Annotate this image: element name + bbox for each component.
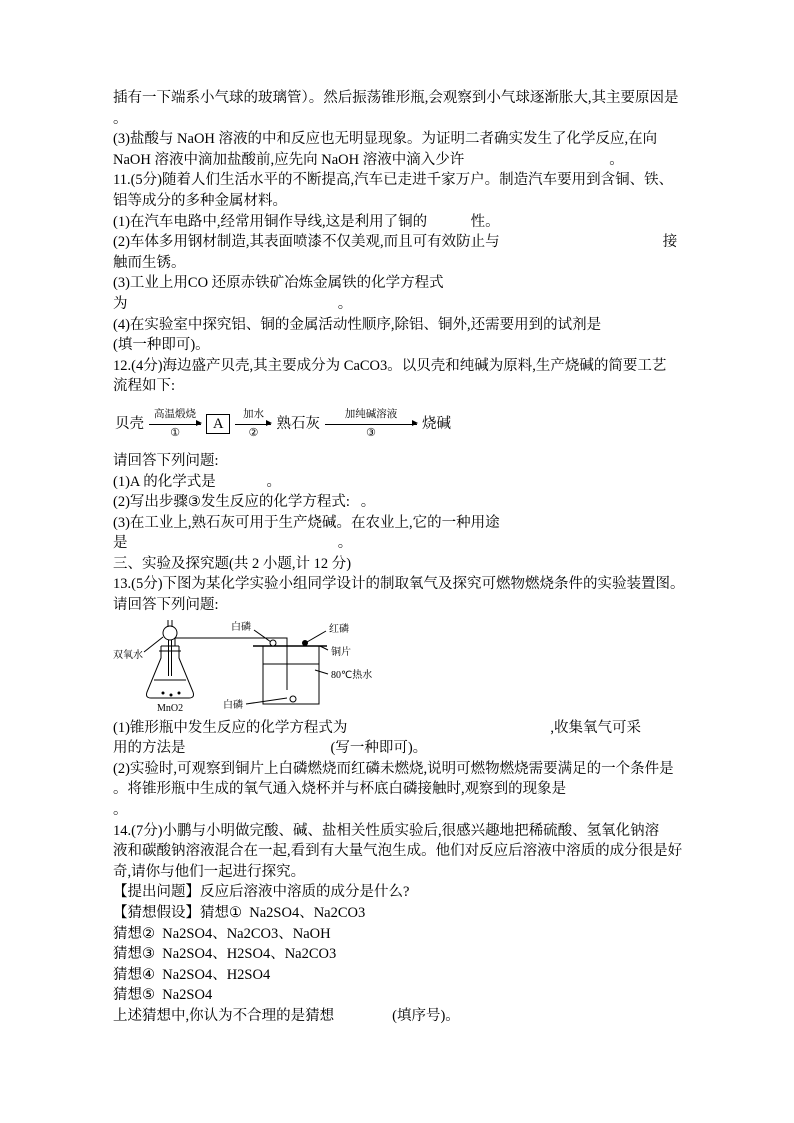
white-phosphorus-top-icon bbox=[270, 640, 276, 646]
mno2-label: MnO2 bbox=[157, 702, 184, 714]
text-line: 上述猜想中,你认为不合理的是猜想 (填序号)。 bbox=[113, 1007, 460, 1024]
flow-step2-label: 加水 bbox=[242, 408, 264, 420]
label-leader-icon bbox=[144, 637, 163, 652]
red-phosphorus-icon bbox=[302, 640, 308, 646]
mno2-particles-icon bbox=[162, 691, 165, 694]
beaker-icon bbox=[263, 646, 319, 704]
flow-node-slaked-lime: 熟石灰 bbox=[276, 415, 320, 432]
red-phosphorus-label: 红磷 bbox=[329, 623, 349, 635]
flow-node-shell: 贝壳 bbox=[115, 415, 144, 432]
text-line: 请回答下列问题: bbox=[113, 452, 219, 469]
flow-step3-label: 加纯碱溶液 bbox=[344, 408, 398, 420]
process-flow-diagram bbox=[113, 401, 685, 447]
label-leader-icon bbox=[254, 630, 271, 642]
section-3-header: 三、实验及探究题(共 2 小题,计 12 分) bbox=[113, 555, 352, 572]
text-line: (3)在工业上,熟石灰可用于生产烧碱。在农业上,它的一种用途 bbox=[113, 514, 500, 531]
hypothesis-2-line: 猜想② Na2SO4、Na2CO3、NaOH bbox=[113, 925, 331, 942]
text-line: (3)工业上用CO 还原赤铁矿冶炼金属铁的化学方程式 bbox=[113, 275, 444, 292]
hypothesis-1-line: 【猜想假设】猜想① Na2SO4、Na2CO3 bbox=[113, 905, 366, 921]
hypothesis-5-line: 猜想⑤ Na2SO4 bbox=[113, 987, 213, 1004]
text-line: (2)实验时,可观察到铜片上白磷燃烧而红磷未燃烧,说明可燃物燃烧需要满足的一个条件是 bbox=[113, 760, 674, 777]
apparatus-drawing bbox=[113, 618, 423, 714]
text-line: 。 bbox=[113, 802, 128, 819]
flow-node-caustic-soda: 烧碱 bbox=[421, 415, 451, 432]
text-line: 流程如下: bbox=[113, 378, 176, 395]
text-line: 用的方法是 (写一种即可)。 bbox=[113, 740, 428, 757]
text-line: (1)A 的化学式是 。 bbox=[113, 473, 281, 490]
arrow-line-icon bbox=[149, 424, 201, 425]
text-line: 触而生锈。 bbox=[113, 254, 186, 271]
label-leader-icon bbox=[246, 698, 287, 704]
text-line: (1)在汽车电路中,经常用铜作导线,这是利用了铜的 性。 bbox=[113, 213, 500, 230]
text-line: (填一种即可)。 bbox=[113, 337, 210, 354]
text-line: 液和碳酸钠溶液混合在一起,看到有大量气泡生成。他们对反应后溶液中溶质的成分很是好 bbox=[113, 843, 683, 860]
text-line: (3)盐酸与 NaOH 溶液的中和反应也无明显现象。为证明二者确实发生了化学反应,在向 bbox=[113, 131, 658, 148]
text-line: 。将锥形瓶中生成的氧气通入烧杯并与杯底白磷接触时,观察到的现象是 bbox=[113, 781, 567, 798]
text-line: (1)锥形瓶中发生反应的化学方程式为 ,收集氧气可采 bbox=[113, 719, 642, 736]
flow-step1-label: 高温煅烧 bbox=[154, 408, 196, 420]
text-line: NaOH 溶液中滴加盐酸前,应先向 NaOH 溶液中滴入少许 。 bbox=[113, 151, 624, 168]
white-phosphorus-top-label: 白磷 bbox=[231, 621, 251, 633]
label-leader-icon bbox=[315, 670, 328, 674]
text-line: 请回答下列问题: bbox=[113, 597, 219, 614]
text-line: (4)在实验室中探究铝、铜的金属活动性顺序,除铝、铜外,还需要用到的试剂是 bbox=[113, 316, 602, 333]
question-14-header: 14.(7分)小鹏与小明做完酸、碱、盐相关性质实验后,很感兴趣地把稀硫酸、氢氧化钠溶 bbox=[113, 822, 660, 839]
text-line: 是 。 bbox=[113, 535, 353, 552]
conical-flask-icon bbox=[147, 646, 194, 698]
arrow-line-icon bbox=[325, 424, 417, 425]
question-prompt-line: 【提出问题】反应后溶液中溶质的成分是什么? bbox=[113, 884, 410, 901]
arrow-line-icon bbox=[235, 424, 271, 425]
flow-arrow-step2 bbox=[235, 409, 271, 439]
text-line: 为 。 bbox=[113, 295, 353, 312]
white-phosphorus-bottom-icon bbox=[290, 696, 296, 702]
question-12-header: 12.(4分)海边盛产贝壳,其主要成分为 CaCO3。以贝壳和纯碱为原料,生产烧碱的简要工艺 bbox=[113, 357, 667, 374]
flow-step3-number: ③ bbox=[366, 426, 376, 439]
text-line: 。 bbox=[113, 110, 128, 127]
mno2-particles-icon bbox=[170, 693, 173, 696]
flow-arrow-step1 bbox=[149, 409, 201, 439]
flow-arrow-step3 bbox=[325, 409, 417, 439]
hypothesis-4-line: 猜想④ Na2SO4、H2SO4 bbox=[113, 966, 271, 983]
flow-step1-number: ① bbox=[170, 426, 180, 439]
text-line: (2)写出步骤③发生反应的化学方程式: 。 bbox=[113, 494, 376, 511]
hydrogen-peroxide-label: 双氧水 bbox=[113, 649, 143, 661]
text-line: 奇,请你与他们一起进行探究。 bbox=[113, 863, 306, 880]
question-13-header: 13.(5分)下图为某化学实验小组同学设计的制取氧气及探究可燃物燃烧条件的实验装置图。 bbox=[113, 576, 685, 593]
experiment-apparatus-diagram bbox=[113, 618, 685, 714]
white-phosphorus-bottom-label: 白磷 bbox=[223, 699, 243, 711]
mno2-particles-icon bbox=[178, 691, 181, 694]
flow-step2-number: ② bbox=[248, 426, 259, 439]
text-line: 铝等成分的多种金属材料。 bbox=[113, 192, 287, 209]
hot-water-label: 80℃热水 bbox=[331, 669, 373, 681]
document-content bbox=[113, 88, 685, 1027]
label-leader-icon bbox=[307, 631, 326, 642]
hypothesis-3-line: 猜想③ Na2SO4、H2SO4、Na2CO3 bbox=[113, 946, 337, 963]
copper-sheet-label: 铜片 bbox=[331, 646, 351, 658]
text-line: (2)车体多用钢材制造,其表面喷漆不仅美观,而且可有效防止与 接 bbox=[113, 234, 678, 251]
text-line: 插有一下端系小气球的玻璃管）。然后振荡锥形瓶,会观察到小气球逐渐胀大,其主要原因是 bbox=[113, 90, 679, 106]
question-11-header: 11.(5分)随着人们生活水平的不断提高,汽车已走进千家万户。制造汽车要用到含铜、铁、 bbox=[113, 172, 674, 189]
flow-node-a: A bbox=[206, 414, 230, 434]
